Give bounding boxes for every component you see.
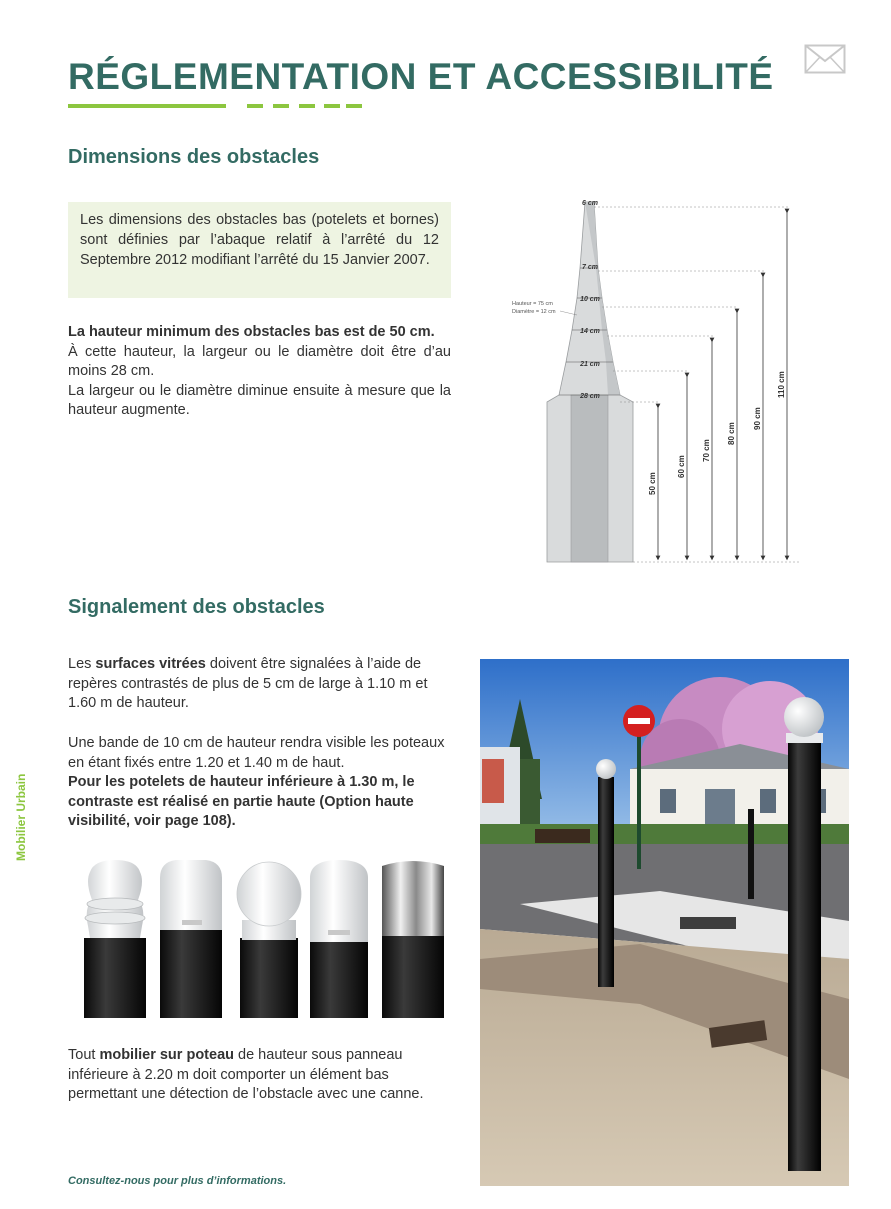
bollard-dome — [310, 860, 368, 1018]
width-label: 7 cm — [582, 264, 598, 271]
decrease-statement: La largeur ou le diamètre diminue ensuite à mesure que la hauteur augmente. — [68, 382, 451, 418]
min-height-statement: La hauteur minimum des obstacles bas est de 50 cm. — [68, 324, 435, 340]
page-title: RÉGLEMENTATION ET ACCESSIBILITÉ — [68, 56, 774, 97]
dimensions-text — [68, 323, 451, 421]
band-bold-text: Pour les potelets de hauteur inférieure à 1.30 m, le contraste est réalisé en partie haute (Option haute visibilité, voir page 108). — [68, 774, 415, 829]
emphasis: surfaces vitrées — [95, 656, 206, 672]
obstacle-core — [571, 395, 608, 562]
glass-surfaces-paragraph — [68, 655, 451, 714]
title-dash — [324, 104, 340, 108]
width-label: 21 cm — [580, 361, 600, 368]
width-label: 14 cm — [580, 328, 600, 335]
width-label: 10 cm — [580, 296, 600, 303]
pole-furniture-paragraph — [68, 1046, 451, 1105]
height-label: 70 cm — [702, 439, 711, 462]
bollard-chrome — [382, 861, 444, 1018]
street-photo — [480, 659, 849, 1186]
section-title-signalement: Signalement des obstacles — [68, 596, 325, 618]
bollard-ringed — [84, 860, 146, 1018]
height-label: 50 cm — [648, 472, 657, 495]
intro-box: Les dimensions des obstacles bas (potelets et bornes) sont définies par l’abaque relatif à l’arrêté du 12 Septembre 2012 modifiant l’arrêté du 15 Janvier 2007. — [68, 202, 451, 298]
text-run: Les — [68, 656, 96, 672]
width-label: 28 cm — [580, 393, 600, 400]
bollard-ball — [237, 862, 301, 1018]
height-label: 80 cm — [727, 422, 736, 445]
bollards-illustration — [80, 856, 448, 1020]
band-paragraph — [68, 734, 451, 832]
footer-note: Consultez-nous pour plus d’informations. — [68, 1175, 287, 1187]
abaque-diagram — [500, 190, 840, 570]
note-height: Hauteur = 75 cm — [512, 301, 553, 307]
emphasis: mobilier sur poteau — [99, 1047, 234, 1063]
width-label: 6 cm — [582, 200, 598, 207]
title-underline — [68, 104, 226, 108]
text-run: doivent être signalées à l’aide de repères contrastés de plus de 5 cm de large à 1.10 m et 1.60 m de hauteur. — [68, 656, 428, 711]
height-label: 90 cm — [753, 407, 762, 430]
title-dash — [299, 104, 315, 108]
title-dash — [346, 104, 362, 108]
side-label: Mobilier Urbain — [14, 773, 28, 861]
height-label: 110 cm — [777, 371, 786, 398]
band-text: Une bande de 10 cm de hauteur rendra visible les poteaux en étant fixés entre 1.20 et 1.40 m de haut. — [68, 735, 445, 771]
text-run: Tout — [68, 1047, 100, 1063]
section-title-dimensions: Dimensions des obstacles — [68, 146, 320, 168]
note-diameter: Diamètre = 12 cm — [512, 309, 556, 315]
width-statement: À cette hauteur, la largeur ou le diamètre doit être d’au moins 28 cm. — [68, 343, 451, 379]
text-run: de hauteur sous panneau inférieure à 2.20 m doit comporter un élément bas permettant une détection de l’obstacle avec une canne. — [68, 1047, 424, 1102]
height-label: 60 cm — [677, 455, 686, 478]
bollard-square-cap — [160, 860, 222, 1018]
envelope-icon[interactable] — [804, 44, 846, 74]
title-dash — [273, 104, 289, 108]
title-dash — [247, 104, 263, 108]
